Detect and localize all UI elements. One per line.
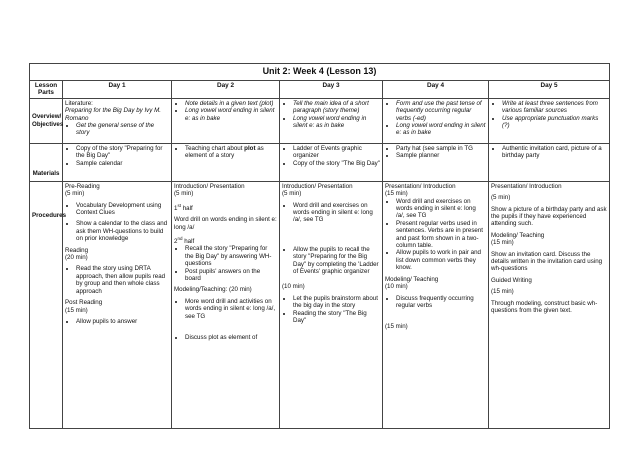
procedure-text: Modeling/ Teaching [491, 231, 545, 239]
procedure-item: • Post pupils' answers on the board [185, 268, 277, 283]
procedure-text: (5 min) [174, 190, 194, 198]
procedure-text: Guided Writing [491, 276, 532, 284]
material-item: • Party hat (see sample in TG [396, 145, 486, 152]
materials-day-2 [172, 143, 280, 181]
procedure-text: (15 min) [385, 190, 408, 198]
procedure-item: • Discuss frequently occurring regular verbs [396, 295, 486, 310]
material-item: • Sample planner [396, 152, 486, 159]
header-lesson-parts: Lesson Parts [30, 81, 63, 99]
objectives-day-2 [172, 98, 280, 143]
procedure-text: Introduction/ Presentation [174, 182, 245, 190]
procedure-text: (20 min) [65, 254, 88, 262]
procedure-text: (5 min) [491, 194, 511, 202]
objectives-day-3 [280, 98, 383, 143]
objective-text: Preparing for the Big Day by Ivy M. Romano [65, 107, 161, 122]
materials-day-3 [280, 143, 383, 181]
procedure-text: Through modeling, construct basic wh-questions from the given text. [491, 299, 598, 315]
procedure-text: 2nd half [174, 235, 195, 245]
objectives-day-4 [383, 98, 489, 143]
objectives-day-5 [489, 98, 610, 143]
header-day-1: Day 1 [63, 81, 172, 99]
procedures-day-4 [383, 181, 489, 428]
procedure-text: Word drill on words ending in silent e: long /a/ [174, 216, 277, 231]
procedure-item: • Discuss plot as element of [185, 334, 277, 341]
material-item: • Copy of the story "Preparing for the Big Day" [76, 145, 169, 160]
procedure-text: Introduction/ Presentation [282, 182, 353, 190]
material-item: • Sample calendar [76, 160, 169, 167]
procedure-item: • Let the pupils brainstorm about the big day in the story [293, 295, 380, 310]
procedure-text: Pre-Reading [65, 182, 100, 190]
procedure-text: Modeling/ Teaching [385, 275, 439, 283]
objective-item: • Long vowel word ending in silent e: as in bake [185, 107, 277, 122]
procedures-day-1 [63, 181, 172, 428]
procedures-day-5 [489, 181, 610, 428]
header-row [30, 81, 610, 99]
procedures-label: Procedures [30, 181, 63, 428]
material-item: • Authentic invitation card, picture of a birthday party [502, 145, 607, 160]
procedure-text: Presentation/ Introduction [491, 182, 562, 190]
procedure-item: • Vocabulary Development using Context Clues [76, 202, 169, 217]
objectives-row [30, 98, 610, 143]
procedure-item: • Word drill and exercises on words ending in silent e: long /a/, see TG [396, 198, 486, 220]
materials-row [30, 143, 610, 181]
procedure-item: • Allow pupils to work in pair and list down common verbs they know. [396, 249, 486, 271]
objective-item: • Write at least three sentences from various familiar sources [502, 100, 607, 115]
procedures-day-2 [172, 181, 280, 428]
procedure-item: • Word drill and exercises on words ending in silent e: long /a/, see TG [293, 202, 380, 224]
header-day-5: Day 5 [489, 81, 610, 99]
procedure-text: 1st half [174, 202, 193, 212]
procedure-item: • Present regular verbs used in sentences. Verbs are in present and past form shown in a two-column table. [396, 220, 486, 250]
materials-label: Materials [30, 143, 63, 181]
objective-item: • Get the general sense of the story [76, 122, 169, 137]
procedures-row [30, 181, 610, 428]
objective-item: • Form and use the past tense of frequently occurring regular verbs (-ed) [396, 100, 486, 122]
materials-day-1 [63, 143, 172, 181]
procedure-text: (15 min) [385, 323, 408, 331]
procedure-text: (5 min) [65, 190, 85, 198]
header-day-2: Day 2 [172, 81, 280, 99]
objective-item: • Use appropriate punctuation marks (?) [502, 115, 607, 130]
procedure-text: Modeling/Teaching: (20 min) [174, 286, 252, 294]
procedure-item: • Reading the story "The Big Day" [293, 310, 380, 325]
lesson-plan-table [29, 63, 610, 429]
material-item: • Ladder of Events graphic organizer [293, 145, 380, 160]
procedure-text: (15 min) [491, 239, 514, 247]
procedure-text: (15 min) [65, 306, 88, 314]
procedure-item: • Show a calendar to the class and ask them WH-questions to build on prior knowledge [76, 220, 169, 242]
material-item: • Copy of the story "The Big Day" [293, 160, 380, 167]
objective-item: • Tell the main idea of a short paragraph (story theme) [293, 100, 380, 115]
table-title: Unit 2: Week 4 (Lesson 13) [30, 64, 610, 81]
procedure-text: (15 min) [491, 288, 514, 296]
procedure-text: Show a picture of a birthday party and ask the pupils if they have experienced attending such. [491, 205, 607, 228]
materials-day-4 [383, 143, 489, 181]
procedure-text: Presentation/ Introduction [385, 182, 456, 190]
procedure-text: (10 min) [385, 283, 408, 291]
procedure-text: Post Reading [65, 299, 103, 307]
procedure-text: (5 min) [282, 190, 302, 198]
procedure-item: • Allow pupils to answer [76, 318, 169, 325]
procedures-day-3 [280, 181, 383, 428]
objectives-label: Overview/ Objectives [30, 98, 63, 143]
objective-item: • Long vowel word ending in silent e: as in bake [293, 115, 380, 130]
procedure-text: Show an invitation card. Discuss the details written in the invitation card using wh-questions [491, 250, 603, 273]
material-item [185, 145, 277, 160]
objective-text: Literature: [65, 99, 93, 107]
header-day-3: Day 3 [280, 81, 383, 99]
procedure-item: • Allow the pupils to recall the story "Preparing for the Big Day" by completing the 'Ladder of Events' graphic organizer [293, 246, 380, 276]
procedure-item: • More word drill and activities on words ending in silent e: long /a/, see TG [185, 298, 277, 320]
procedure-text: Reading [65, 246, 89, 254]
procedure-item: • Read the story using DRTA approach, then allow pupils read by group and then whole class approach [76, 265, 169, 295]
objectives-day-1 [63, 98, 172, 143]
objective-item: • Note details in a given text (plot) [185, 100, 277, 107]
material-text: as element of a story [185, 144, 264, 160]
material-keyword: plot [244, 144, 256, 152]
header-day-4: Day 4 [383, 81, 489, 99]
objective-item: • Long vowel word ending in silent e: as in bake [396, 122, 486, 137]
material-text: Teaching chart about [185, 144, 245, 152]
procedure-text: (10 min) [282, 283, 305, 291]
procedure-item: • Recall the story "Preparing for the Big Day" by answering WH- questions [185, 245, 277, 267]
materials-day-5 [489, 143, 610, 181]
